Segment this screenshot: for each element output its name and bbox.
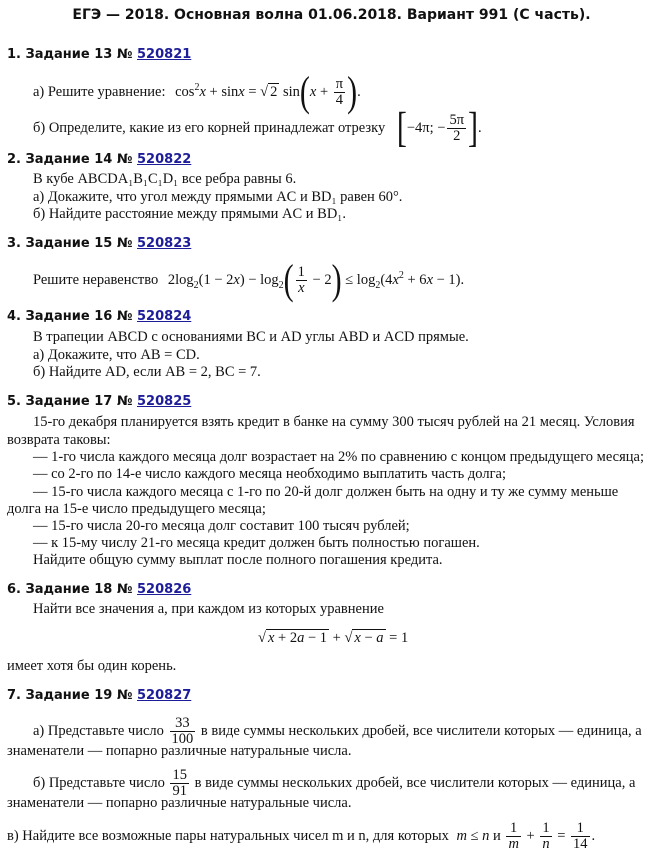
task-header: 6. Задание 18 № 520826	[7, 582, 192, 597]
task-text: б) Найдите AD, если AB = 2, BC = 7.	[33, 364, 261, 380]
task-text: 15-го декабря планируется взять кредит в банке на сумму 300 тысяч рублей на 21 месяц. Условия	[33, 414, 635, 430]
task-text: знаменатели — попарно различные натуральные числа.	[7, 743, 352, 759]
task-text: б) Определите, какие из его корней принадлежат отрезку [−4π; − $\frac{5\pi}{2}$ ].	[33, 104, 482, 151]
task-header: 4. Задание 16 № 520824	[7, 309, 192, 324]
task-link[interactable]: 520825	[137, 394, 192, 409]
task-link[interactable]: 520824	[137, 309, 192, 324]
task-text: — 15-го числа каждого месяца с 1-го по 20-й долг должен быть на одну и ту же сумму меньше	[33, 484, 619, 500]
task-text: Найти все значения a, при каждом из которых уравнение	[33, 601, 384, 617]
task-header: 5. Задание 17 № 520825	[7, 394, 192, 409]
task-text: знаменатели — попарно различные натуральные числа.	[7, 795, 352, 811]
task-header: 2. Задание 14 № 520822	[7, 152, 192, 167]
task-formula: √ x + 2a − 1 + √ x − a = 1	[258, 630, 409, 646]
task-link[interactable]: 520823	[137, 236, 192, 251]
task-text: в) Найдите все возможные пары натуральных чисел m и n, для которых m ≤ n и $\frac{1}{m}$ + $\frac{1}{n}$ = $\frac{1}{14}$ .	[7, 820, 596, 852]
task-text: Найдите общую сумму выплат после полного погашения кредита.	[33, 552, 443, 568]
task-text: б) Найдите расстояние между прямыми AC и BD₁.	[33, 206, 346, 222]
task-text: имеет хотя бы один корень.	[7, 658, 177, 674]
task-text: а) Решите уравнение: $\cos^2x + \sin x$ = √ 2 sin(x + $\frac{\pi}{4}$ ).	[33, 68, 361, 115]
task-link[interactable]: 520826	[137, 582, 192, 597]
task-header: 7. Задание 19 № 520827	[7, 688, 192, 703]
task-text: — к 15-му числу 21-го месяца кредит должен быть полностью погашен.	[33, 535, 480, 551]
task-text: долга на 15-е число предыдущего месяца;	[7, 501, 266, 517]
task-text: б) Представьте число $\frac{15}{91}$ в виде суммы нескольких дробей, все числители которых — единица, а	[33, 767, 636, 799]
task-text: — 15-го числа 20-го месяца долг составит 100 тысяч рублей;	[33, 518, 410, 534]
task-text: — 1-го числа каждого месяца долг возрастает на 2% по сравнению с концом предыдущего месяца;	[33, 449, 644, 465]
task-header: 1. Задание 13 № 520821	[7, 47, 192, 62]
task-text: В кубе ABCDA₁B₁C₁D₁ все ребра равны 6.	[33, 171, 297, 187]
task-link[interactable]: 520822	[137, 152, 192, 167]
task-link[interactable]: 520827	[137, 688, 192, 703]
task-text: а) Докажите, что угол между прямыми AC и BD₁ равен 60°.	[33, 189, 403, 205]
task-text: В трапеции ABCD с основаниями BC и AD углы ABD и ACD прямые.	[33, 329, 469, 345]
task-text: Решите неравенство $2\log_2(1 - 2x) - \log_2$( $\frac{1}{x}$ − $2) \le \log_2(4x^2 + 6x - 1)$.	[33, 256, 465, 303]
task-link[interactable]: 520821	[137, 47, 192, 62]
page-title: ЕГЭ — 2018. Основная волна 01.06.2018. Вариант 991 (С часть).	[72, 7, 591, 23]
task-text: а) Докажите, что AB = CD.	[33, 347, 200, 363]
task-text: — со 2-го по 14-е число каждого месяца необходимо выплатить часть долга;	[33, 466, 506, 482]
task-header: 3. Задание 15 № 520823	[7, 236, 192, 251]
task-text: возврата таковы:	[7, 432, 111, 448]
task-text: а) Представьте число $\frac{33}{100}$ в виде суммы нескольких дробей, все числители которых — единица, а	[33, 715, 642, 747]
